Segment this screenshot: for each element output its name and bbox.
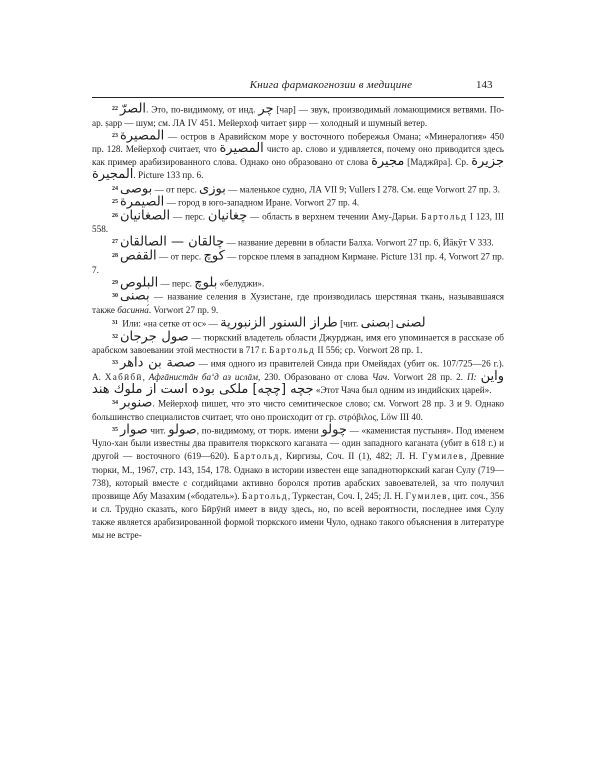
footnote-number: 26	[112, 212, 118, 219]
note-text: — название селения в Хузистане, где производилась шерстяная ткань, называвшаяся также	[92, 291, 504, 315]
footnote-number: 30	[112, 293, 118, 300]
arabic-term: چولو	[321, 422, 347, 438]
arabic-term: بوزى	[199, 181, 226, 197]
footnote-28	[92, 250, 504, 277]
note-text: , Туркестан, Соч. I, 245; Л. Н.	[287, 490, 406, 501]
note-text: — маленькое судно, ЛА VII 9; Vullers I 278. См. еще Vorwort 27 пр. 3.	[225, 184, 500, 195]
italic-term: П:	[466, 371, 477, 382]
note-text: чит.	[147, 425, 169, 436]
arabic-term: الصيمرة	[120, 194, 165, 210]
footnote-number: 33	[112, 360, 118, 367]
note-text: [Маджӣра]. Ср.	[404, 157, 472, 168]
arabic-term: المصيرة	[120, 128, 165, 144]
note-text: , по-видимому, от тюрк. имени	[196, 425, 322, 436]
arabic-term: بوصى	[120, 181, 153, 197]
footnote-35	[92, 424, 504, 542]
note-text: . Picture 133 пр. 6.	[133, 170, 204, 181]
footnote-26	[92, 210, 504, 237]
note-text: — от перс.	[156, 251, 204, 262]
italic-term: Афғāнистāн ба‘д аз ислāм	[148, 371, 258, 382]
footnote-34	[92, 397, 504, 424]
italic-term: Чач	[372, 371, 388, 382]
footnote-30	[92, 290, 504, 317]
arabic-term: المصيرة	[219, 141, 264, 157]
arabic-term: چغانيان	[207, 208, 248, 224]
arabic-term: كوچ	[203, 248, 225, 264]
author-name: Бартольд	[269, 345, 316, 356]
arabic-term: الصغانيان	[120, 208, 171, 224]
arabic-term: بصنى	[360, 315, 391, 331]
note-text: . Vorwort 28 пр. 2.	[387, 371, 467, 382]
italic-term: басинна́	[117, 304, 149, 315]
note-text: ]	[390, 318, 396, 329]
footnote-32	[92, 331, 504, 358]
note-text: , Древние тюрки, М., 1967, стр. 143, 154, 178. Однако в истории известен еще западнотюркский каган Сулу (719—738), который вместе с согдийцами активно боролся против арабских завоевателей, за что получил прозвище Абу Мазахим («бодатель»).	[92, 451, 504, 501]
footnote-33	[92, 357, 504, 397]
note-text: — перс.	[170, 211, 208, 222]
arabic-term: صنوبر	[120, 395, 153, 411]
note-text: , цит. соч., 356 и сл. Трудно сказать, кого Бӣрӯнӣ имеет в виду здесь, но, по всей вероятности, последнее имя Сулу также является арабизированной формой тюркского имени Чуло, однако такого объяснения в литературе мы не встре-	[92, 490, 504, 540]
note-text: — имя одного из правителей Синда при Омейядах (убит ок. 107/725—26 г.). А.	[92, 358, 504, 382]
note-text: — тюркский владетель области Джурджан, имя его упоминается в рассказе об арабском завоевании этой местности в 717 г.	[92, 332, 504, 356]
arabic-term: صوار	[120, 422, 148, 438]
note-text: , Киргизы, Соч. II (1), 482; Л. Н.	[279, 451, 423, 462]
note-text: . Мейерхоф пишет, что это чисто семитическое слово; см. Vorwort 28 пр. 3 и 9. Однако большинство специалистов считает, что оно происходит от гр. στρόβιλος, Löw III 40.	[92, 398, 504, 422]
author-name: Гумилев	[422, 451, 465, 462]
arabic-term: صول جرجان	[120, 329, 189, 345]
footnote-number: 32	[112, 333, 118, 340]
author-name: Хабӣбӣ	[104, 371, 143, 382]
footnote-number: 34	[112, 400, 118, 407]
note-text: «Этот Чача был одним из индийских царей».	[313, 384, 492, 395]
arabic-term: بلوچ	[194, 275, 218, 291]
arabic-term: چالقان — الصالقان	[120, 234, 225, 250]
note-text: [чар] — звук, производимый ломающимися ветвями. По-ар. ṣарр — шум; см. ЛА IV 451. Мейерхоф читает ṣирр — холодный и шумный ветер.	[92, 104, 504, 128]
author-name: Бартольд	[241, 490, 288, 501]
note-text: — горское племя в западном Кирмане. Picture 131 пр. 4, Vorwort 27 пр. 7.	[92, 251, 505, 275]
note-text: — перс.	[158, 278, 195, 289]
note-text: . Это, по-видимому, от инд.	[146, 104, 259, 115]
note-text: — область в верхнем течении Аму-Дарьи.	[247, 211, 421, 222]
header-rule	[92, 97, 504, 98]
footnote-number: 22	[112, 106, 118, 112]
footnote-29	[92, 277, 504, 291]
note-text: II 556; ср. Vorwort 28 пр. 1.	[315, 345, 423, 356]
footnote-number: 31	[112, 320, 118, 326]
author-name: Бартольд	[233, 451, 280, 462]
arabic-term: جزيرة المجيرة	[92, 154, 504, 183]
footnote-number: 25	[112, 199, 118, 206]
note-text: — остров в Аравийском море у восточного побережья Омана; «Минералогия» 450 пр. 128. Мейерхоф считает, что	[92, 131, 504, 155]
arabic-term: صولو	[168, 422, 197, 438]
author-name: Гумилев	[405, 490, 448, 501]
footnotes-body	[92, 103, 504, 542]
footnote-23	[92, 130, 504, 183]
note-text: — от перс.	[152, 184, 200, 195]
footnote-number: 27	[112, 239, 118, 246]
note-text: — название деревни в области Балха. Vorwort 27 пр. 6, Йāкӯт V 333.	[224, 237, 494, 248]
arabic-term: مجيرة	[371, 154, 405, 170]
note-text: I 123, III 558.	[92, 211, 504, 235]
note-text: . Vorwort 27 пр. 9.	[148, 304, 219, 315]
arabic-term: طراز السنور الزنبورية	[220, 315, 338, 331]
author-name: Бартольд	[421, 211, 468, 222]
arabic-term: بصنى	[120, 288, 150, 304]
footnote-number: 28	[112, 253, 118, 260]
arabic-term: لصنى	[395, 315, 426, 331]
note-text: — «каменистая пустыня». Под именем Чуло-хан были известны два правителя тюркского каганата — один западного каганата (убит в 618 г.) и другой — восточного (619—620).	[92, 425, 505, 462]
note-text: — город в юго-западном Иране. Vorwort 27 пр. 4.	[164, 197, 360, 208]
arabic-term: صصة بن داهر	[120, 355, 196, 371]
arabic-term: چر	[258, 101, 274, 117]
note-text: [чит.	[337, 318, 361, 329]
note-text: чисто ар. слово и удивляется, почему оно приводится здесь как пример арабизированного слова. Однако оно образовано от слова	[92, 144, 504, 168]
note-text: «белуджи».	[217, 278, 265, 289]
running-header-title: Книга фармакогнозии в медицине	[249, 79, 413, 91]
footnote-number: 23	[112, 132, 118, 139]
arabic-term: البلوص	[120, 275, 159, 291]
footnote-22	[92, 103, 504, 130]
footnote-number: 24	[112, 185, 118, 192]
arabic-term: القفص	[120, 248, 157, 264]
arabic-term: واين جچه [چچه] ملكى بوده است از ملوك هند	[92, 368, 504, 397]
footnote-number: 35	[112, 426, 118, 433]
note-text: , 230. Образовано от слова	[258, 371, 372, 382]
page-number: 143	[476, 79, 493, 91]
footnote-number: 29	[112, 279, 118, 286]
note-text: ,	[142, 371, 149, 382]
arabic-term: الصرّ	[120, 101, 147, 117]
note-text: Или: «на сетке от ос» —	[120, 318, 221, 329]
